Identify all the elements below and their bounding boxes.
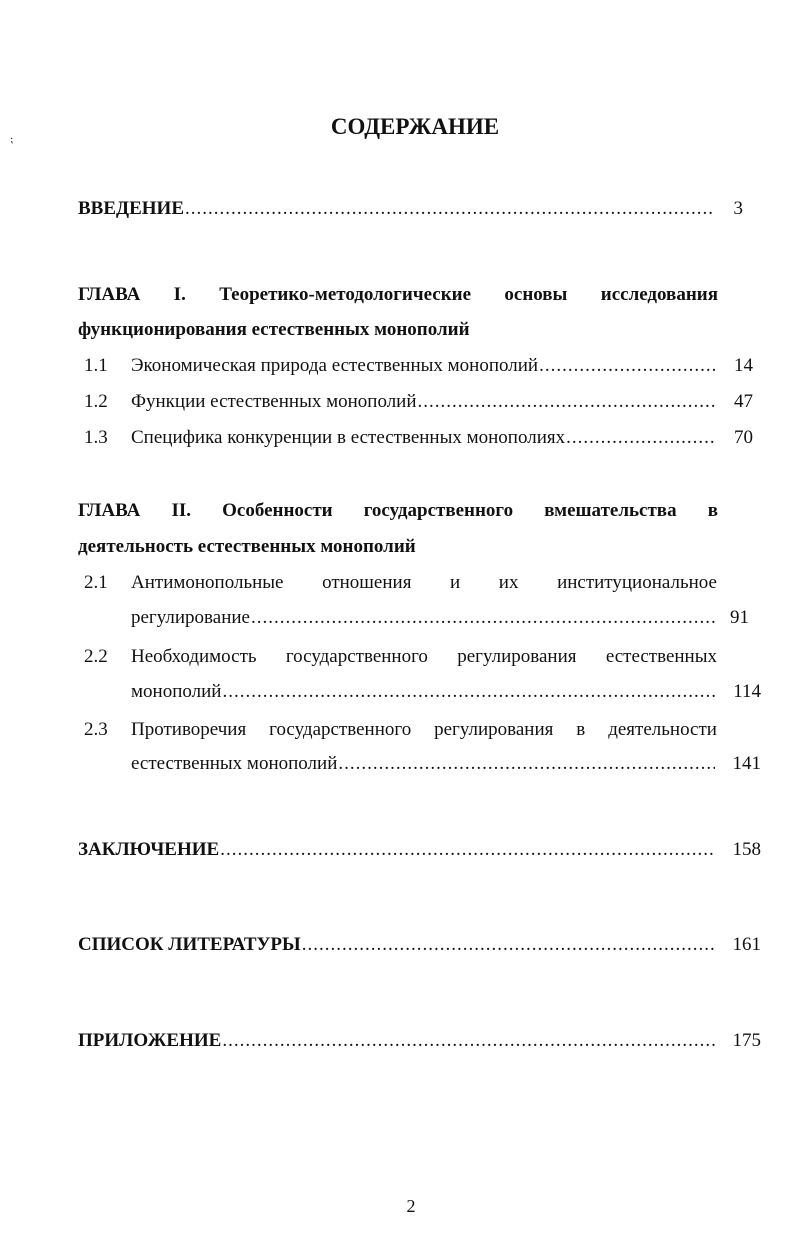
toc-entry-label: монополий: [131, 681, 222, 702]
chapter-2-word: Особенности: [222, 500, 333, 521]
toc-entry-label: ВВЕДЕНИЕ: [78, 198, 184, 219]
toc-entry-label: СПИСОК ЛИТЕРАТУРЫ: [78, 934, 301, 955]
toc-entry-section-1-1[interactable]: [131, 355, 753, 377]
dot-leader: [251, 607, 715, 629]
chapter-1-word: ГЛАВА: [78, 284, 141, 305]
chapter-2-heading[interactable]: [78, 500, 718, 522]
chapter-1-word: основы: [504, 284, 568, 305]
toc-entry-page: 47: [734, 391, 753, 412]
toc-entry-conclusion[interactable]: [78, 839, 761, 861]
chapter-2-heading-cont: деятельность естественных монополий: [78, 536, 416, 557]
toc-entry-page: 3: [733, 198, 743, 219]
chapter-2-word: государственного: [363, 500, 514, 521]
toc-entry-page: 14: [734, 355, 753, 376]
dot-leader: [185, 198, 715, 220]
toc-entry-label: ПРИЛОЖЕНИЕ: [78, 1030, 222, 1051]
toc-entry-section-2-1[interactable]: [131, 572, 717, 594]
toc-entry-section-2-2[interactable]: [131, 646, 717, 668]
dot-leader: [220, 839, 715, 861]
section-word: естественных: [605, 646, 717, 667]
section-word: регулирования: [434, 719, 554, 740]
chapter-1-heading[interactable]: [78, 284, 718, 306]
toc-entry-page: 158: [732, 839, 761, 860]
chapter-1-word: исследования: [600, 284, 718, 305]
section-word: регулирования: [457, 646, 577, 667]
section-word: Необходимость: [131, 646, 257, 667]
dot-leader: [222, 1030, 715, 1052]
section-word: отношения: [322, 572, 412, 593]
section-word: деятельности: [608, 719, 717, 740]
toc-entry-appendix[interactable]: [78, 1030, 761, 1052]
toc-entry-page: 70: [734, 427, 753, 448]
dot-leader: [539, 355, 715, 377]
section-word: Антимонопольные: [131, 572, 284, 593]
chapter-2-word: ГЛАВА: [78, 500, 141, 521]
page-number: 2: [406, 1196, 416, 1216]
toc-entry-label: естественных монополий: [131, 753, 338, 774]
section-number: 2.1: [84, 572, 108, 593]
section-number: 1.1: [84, 355, 108, 376]
chapter-2-word: II.: [171, 500, 191, 521]
toc-entry-section-2-2-cont[interactable]: [131, 681, 761, 703]
toc-entry-page: 161: [732, 934, 761, 955]
dot-leader: [338, 753, 715, 775]
section-word: институциональное: [557, 572, 717, 593]
section-number: 2.2: [84, 646, 108, 667]
chapter-1-word: I.: [173, 284, 186, 305]
section-number: 1.3: [84, 427, 108, 448]
toc-entry-page: 114: [733, 681, 761, 702]
chapter-2-word: вмешательства: [544, 500, 677, 521]
toc-entry-section-2-1-cont[interactable]: [131, 607, 749, 629]
toc-entry-section-2-3[interactable]: [131, 719, 717, 741]
section-number: 1.2: [84, 391, 108, 412]
section-word: их: [498, 572, 519, 593]
section-word: в: [576, 719, 586, 740]
toc-entry-intro[interactable]: [78, 198, 743, 220]
section-number: 2.3: [84, 719, 108, 740]
dot-leader: [566, 427, 715, 449]
toc-entry-label: регулирование: [131, 607, 250, 628]
section-word: и: [450, 572, 461, 593]
toc-entry-label: Экономическая природа естественных монополий: [131, 355, 539, 376]
chapter-1-word: Теоретико-методологические: [219, 284, 472, 305]
section-word: государственного: [285, 646, 428, 667]
toc-entry-page: 91: [730, 607, 749, 628]
dot-leader: [222, 681, 715, 703]
toc-entry-label: Специфика конкуренции в естественных монополиях: [131, 427, 566, 448]
chapter-1-heading-cont: функционирования естественных монополий: [78, 319, 470, 340]
toc-entry-label: ЗАКЛЮЧЕНИЕ: [78, 839, 220, 860]
page-title: СОДЕРЖАНИЕ: [330, 114, 500, 139]
section-word: государственного: [269, 719, 412, 740]
toc-entry-label: Функции естественных монополий: [131, 391, 417, 412]
dot-leader: [418, 391, 715, 413]
toc-entry-references[interactable]: [78, 934, 761, 956]
toc-entry-page: 175: [732, 1030, 761, 1051]
scan-speck: ⁏: [10, 134, 14, 145]
toc-entry-page: 141: [732, 753, 761, 774]
toc-entry-section-2-3-cont[interactable]: [131, 753, 761, 775]
toc-entry-section-1-3[interactable]: [131, 427, 753, 449]
section-word: Противоречия: [131, 719, 247, 740]
dot-leader: [302, 934, 715, 956]
toc-entry-section-1-2[interactable]: [131, 391, 753, 413]
chapter-2-word: в: [707, 500, 718, 521]
